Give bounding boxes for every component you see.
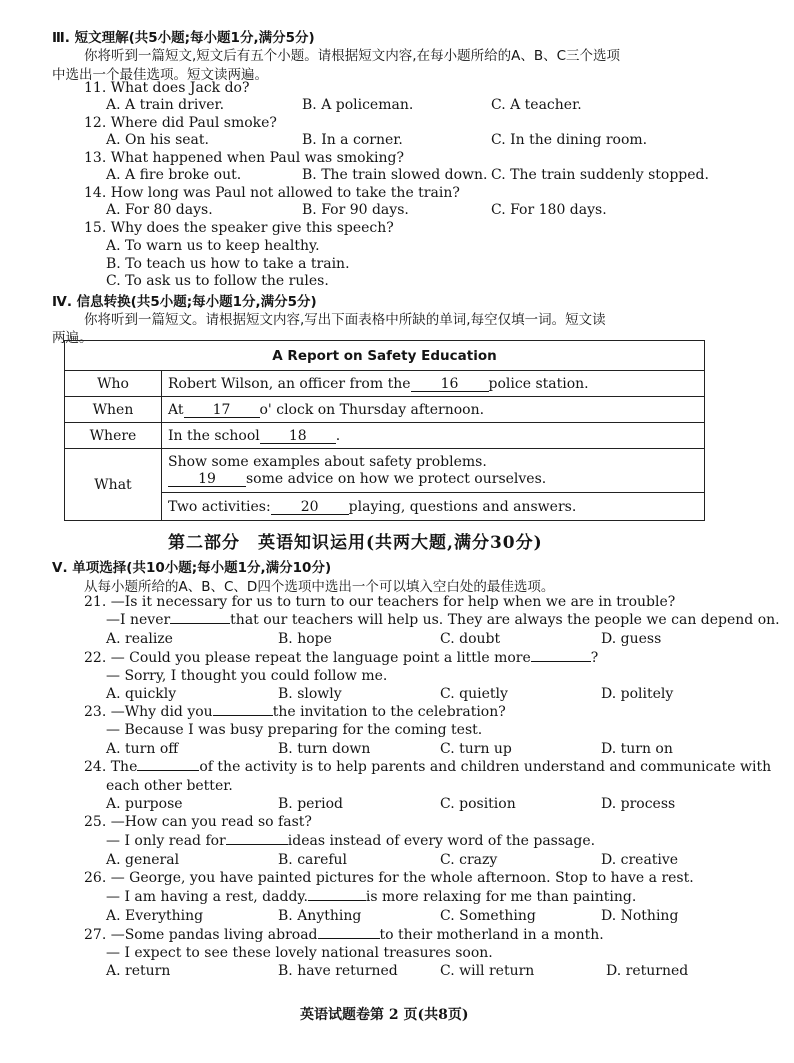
when-text-before: At (168, 401, 184, 418)
question-14-option-c: C. For 180 days. (491, 202, 607, 218)
row-label-who: Who (65, 371, 162, 397)
q27-text-before: 27. —Some pandas living abroad (84, 927, 318, 943)
table-row-where (65, 423, 705, 449)
q23-blank[interactable] (213, 715, 273, 716)
who-text-after: police station. (488, 375, 589, 392)
question-23-option-b: B. turn down (278, 741, 371, 757)
table-row-what (65, 449, 705, 493)
row-label-what: What (65, 449, 162, 521)
when-text-after: o' clock on Thursday afternoon. (259, 401, 485, 418)
question-24-option-a: A. purpose (106, 796, 183, 812)
q26-text-before: — I am having a rest, daddy. (106, 889, 308, 905)
question-13-stem: 13. What happened when Paul was smoking? (84, 150, 404, 166)
who-text-before: Robert Wilson, an officer from the (168, 375, 411, 392)
section-4-instruction-line1: 你将听到一篇短文。请根据短文内容,写出下面表格中所缺的单词,每空仅填一词。短文读 (84, 312, 606, 328)
question-23-option-a: A. turn off (106, 741, 179, 757)
question-13-option-c: C. The train suddenly stopped. (491, 167, 709, 183)
question-15-option-c: C. To ask us to follow the rules. (106, 273, 329, 289)
question-26-option-c: C. Something (440, 908, 536, 924)
q24-blank[interactable] (137, 770, 199, 771)
question-27-line1 (84, 927, 604, 943)
question-11-option-c: C. A teacher. (491, 97, 582, 113)
blank-19[interactable]: 19 (168, 472, 246, 487)
question-11-option-b: B. A policeman. (302, 97, 414, 113)
question-26-option-b: B. Anything (278, 908, 362, 924)
what-line-1: Show some examples about safety problems. (168, 453, 487, 470)
blank-20[interactable]: 20 (271, 500, 349, 515)
question-27-line2: — I expect to see these lovely national treasures soon. (106, 945, 493, 961)
q24-text-after: of the activity is to help parents and children understand and communicate with (199, 759, 772, 775)
q23-text-before: 23. —Why did you (84, 704, 213, 720)
question-22-option-d: D. politely (601, 686, 674, 702)
section-4-title: Ⅳ. 信息转换(共5小题;每小题1分,满分5分) (52, 294, 317, 310)
question-24-option-b: B. period (278, 796, 343, 812)
q23-text-after: the invitation to the celebration? (272, 704, 506, 720)
question-23-line1 (84, 704, 506, 720)
question-22-option-c: C. quietly (440, 686, 508, 702)
q27-blank[interactable] (318, 938, 380, 939)
question-14-option-b: B. For 90 days. (302, 202, 409, 218)
q21-text-after: that our teachers will help us. They are always the people we can depend on. (230, 612, 780, 628)
blank-16[interactable]: 16 (411, 377, 489, 392)
question-24-line2: each other better. (106, 778, 233, 794)
section-5-instruction: 从每小题所给的A、B、C、D四个选项中选出一个可以填入空白处的最佳选项。 (84, 579, 555, 595)
part-2-title: 第二部分 英语知识运用(共两大题,满分30分) (168, 533, 543, 553)
question-26-option-a: A. Everything (106, 908, 204, 924)
q22-text-after: ? (590, 650, 599, 666)
row-label-where: Where (65, 423, 162, 449)
q22-blank[interactable] (531, 661, 591, 662)
row-content-activities (162, 493, 705, 521)
section-5-title: Ⅴ. 单项选择(共10小题;每小题1分,满分10分) (52, 560, 332, 576)
question-15-option-b: B. To teach us how to take a train. (106, 256, 350, 272)
table-title: A Report on Safety Education (65, 341, 705, 371)
question-25-option-d: D. creative (601, 852, 679, 868)
page-footer: 英语试题卷第 2 页(共8页) (300, 1007, 469, 1023)
question-23-option-c: C. turn up (440, 741, 512, 757)
question-27-option-b: B. have returned (278, 963, 398, 979)
blank-17[interactable]: 17 (184, 403, 260, 418)
section-4-instruction-line2: 两遍。 (52, 330, 93, 346)
row-label-when: When (65, 397, 162, 423)
section-3-instruction-line1: 你将听到一篇短文,短文后有五个小题。请根据短文内容,在每小题所给的A、B、C三个选项 (84, 48, 621, 64)
where-text-after: . (335, 427, 341, 444)
question-27-option-d: D. returned (606, 963, 689, 979)
q24-text-before: 24. The (84, 759, 138, 775)
question-21-line2 (106, 612, 780, 628)
question-26-option-d: D. Nothing (601, 908, 679, 924)
question-26-line1: 26. — George, you have painted pictures for the whole afternoon. Stop to have a rest. (84, 870, 694, 886)
question-27-option-a: A. return (106, 963, 171, 979)
question-12-stem: 12. Where did Paul smoke? (84, 115, 277, 131)
question-25-line2 (106, 833, 595, 849)
question-13-option-a: A. A fire broke out. (106, 167, 242, 183)
question-24-option-c: C. position (440, 796, 516, 812)
question-15-stem: 15. Why does the speaker give this speech? (84, 220, 394, 236)
q25-blank[interactable] (226, 844, 288, 845)
question-15-option-a: A. To warn us to keep healthy. (106, 238, 320, 254)
question-25-line1: 25. —How can you read so fast? (84, 814, 312, 830)
question-22-option-a: A. quickly (106, 686, 177, 702)
question-21-option-d: D. guess (601, 631, 662, 647)
activities-text-after: playing, questions and answers. (348, 498, 577, 515)
question-23-line2: — Because I was busy preparing for the coming test. (106, 722, 483, 738)
q21-text-before: —I never (106, 612, 171, 628)
row-content-what (162, 449, 705, 493)
question-21-option-c: C. doubt (440, 631, 501, 647)
question-13-option-b: B. The train slowed down. (302, 167, 488, 183)
section-3-instruction-line2: 中选出一个最佳选项。短文读两遍。 (52, 67, 268, 83)
question-24-option-d: D. process (601, 796, 676, 812)
question-12-option-c: C. In the dining room. (491, 132, 648, 148)
question-22-line1 (84, 650, 598, 666)
question-21-option-a: A. realize (106, 631, 173, 647)
question-25-option-a: A. general (106, 852, 180, 868)
question-22-line2: — Sorry, I thought you could follow me. (106, 668, 388, 684)
q22-text-before: 22. — Could you please repeat the language point a little more (84, 650, 531, 666)
question-14-stem: 14. How long was Paul not allowed to take the train? (84, 185, 460, 201)
q27-text-after: to their motherland in a month. (379, 927, 604, 943)
q26-text-after: is more relaxing for me than painting. (365, 889, 637, 905)
question-24-line1 (84, 759, 771, 775)
question-12-option-a: A. On his seat. (106, 132, 209, 148)
activities-text-before: Two activities: (168, 498, 271, 515)
question-12-option-b: B. In a corner. (302, 132, 403, 148)
blank-18[interactable]: 18 (260, 429, 336, 444)
q25-text-before: — I only read for (106, 833, 226, 849)
q25-text-after: ideas instead of every word of the passage. (287, 833, 596, 849)
question-25-option-b: B. careful (278, 852, 348, 868)
q21-blank[interactable] (170, 623, 230, 624)
row-content-when (162, 397, 705, 423)
table-row-who (65, 371, 705, 397)
question-22-option-b: B. slowly (278, 686, 342, 702)
table-row-when (65, 397, 705, 423)
question-11-stem: 11. What does Jack do? (84, 80, 250, 96)
question-14-option-a: A. For 80 days. (106, 202, 213, 218)
safety-report-table (64, 340, 705, 521)
question-21-line1: 21. —Is it necessary for us to turn to our teachers for help when we are in trouble? (84, 594, 676, 610)
row-content-where (162, 423, 705, 449)
question-11-option-a: A. A train driver. (106, 97, 225, 113)
question-23-option-d: D. turn on (601, 741, 673, 757)
what-line-2-text: some advice on how we protect ourselves. (246, 470, 547, 487)
question-26-line2 (106, 889, 636, 905)
question-25-option-c: C. crazy (440, 852, 498, 868)
section-3-title: Ⅲ. 短文理解(共5小题;每小题1分,满分5分) (52, 30, 315, 46)
question-21-option-b: B. hope (278, 631, 332, 647)
where-text-before: In the school (168, 427, 260, 444)
q26-blank[interactable] (308, 900, 366, 901)
question-27-option-c: C. will return (440, 963, 535, 979)
row-content-who (162, 371, 705, 397)
